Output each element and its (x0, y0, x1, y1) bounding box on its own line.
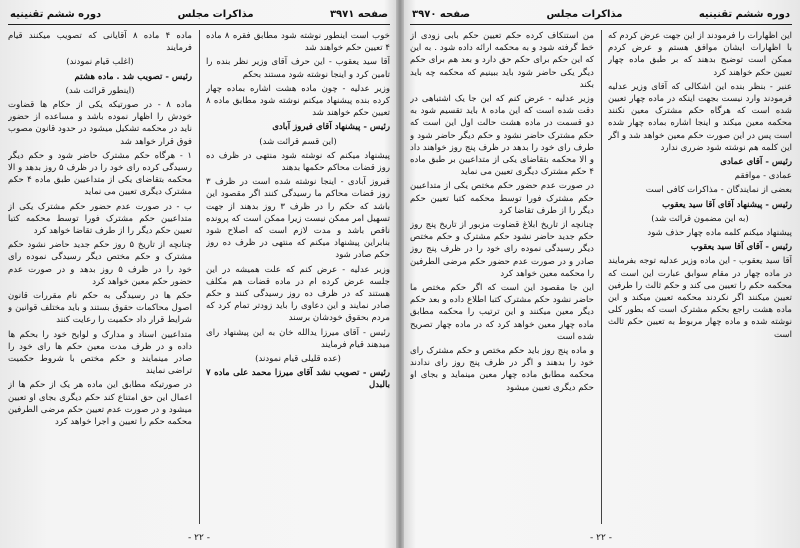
left-page-footer: - ۲۲ - (188, 533, 210, 543)
left-page-header (10, 6, 388, 22)
text-paragraph: من استنکاف کرده حکم تعیین حکم بابی زودی از خط گرفته شود و به محکمه ارائه داده شود . به این که این حکم برای حکم حق دارد و بعد هم برای حکم دیگر یکی حاضر شود باید ببینیم که محکمه چه باید بکند (410, 31, 594, 90)
text-paragraph: ماده ۸ - در صورتیکه یکی از حکام ها قضاوت خودش را اظهار نموده باشد و مساعده از حضور ناید در محکمه تشکیل میشود در حدود قانون مصوب فوق قرار خواهد شد (8, 100, 192, 147)
text-paragraph: چنانچه از تاریخ ابلاغ قضاوت مزبور از تاریخ پنج روز حکم جدید حاضر نشود حکم مشترک و حکم مختص دیگر رسیدگی نموده رای خود را در ظرف پنج روز صادر و در صورت عدم حضور حکم مرضی الطرفین را محکمه معین خواهد کرد (410, 220, 594, 279)
text-paragraph: عمادی - موافقم (734, 171, 792, 182)
text-paragraph: رئیس - آقای عمادی (720, 157, 792, 168)
text-paragraph: رئیس - آقای میرزا یدالله خان به این پیشنهاد رای میدهند قیام فرمایند (206, 327, 390, 350)
left-header-rule (8, 24, 390, 25)
text-paragraph: وزیر عدلیه - عرض کنم که این جا یک اشتباهی در دقت شده است که این ماده ۸ باید تقسیم شود به دو قسمت در ماده هشت حالت اول این است که حکم مشترک حاضر نشود و حکم دیگر حاضر شود و طرف رای خود را بدهد در ظرف پنج روز خواهند داد و الا محکمه بتقاضای یکی از متداعیین بر طبق ماده ۴ حکم مشترک دیگری تعیین می نماید (410, 94, 594, 178)
text-paragraph: (این قسم قرائت شد) (259, 136, 337, 147)
text-paragraph: (عده قلیلی قیام نمودند) (255, 354, 341, 365)
text-paragraph: رئیس - پیشنهاد آقای فیروز آبادی (272, 122, 390, 133)
left-page-session: دوره ششم تقنینیه (10, 8, 102, 20)
text-paragraph: رئیس - آقای آقا سید یعقوب (690, 242, 792, 253)
right-page-header (412, 6, 790, 22)
right-page-title: مذاکرات مجلس (546, 8, 623, 20)
right-page-column-divider (601, 30, 602, 524)
text-paragraph: چنانچه از تاریخ ۵ روز حکم جدید حاضر نشود حکم مشترک و حکم مختص دیگر رسیدگی نموده رای خود را در ظرف ۵ روز بدهد و در صورت عدم حضور حکم معین خواهد کرد (8, 240, 192, 287)
text-paragraph: (اغلب قیام نمودند) (66, 57, 134, 68)
left-page-number: صفحه ۳۹۷۱ (329, 8, 388, 20)
left-page (0, 0, 398, 548)
left-page-title: مذاکرات مجلس (177, 8, 254, 20)
text-paragraph: وزیر عدلیه - عرض کنم که علت همیشه در این جلسه عرض کرده ام در ماده قضات هم مکلف هستند که در ظرف ده روز رسیدگی کنند و حکم صادر نمایند و این دعاوی را باید زودتر تمام کرد که مردم بحقوق خودشان برسند (206, 264, 390, 324)
text-paragraph: متداعیین اسناد و مدارک و لوایح خود را بحکم ها داده و در ظرف مدت معین حکم ها رای خود را صادر مینمایند و حکم مختص با شروط حکمیت تراضی نمایند (8, 329, 192, 377)
right-page-column-right (608, 30, 792, 526)
right-page-footer: - ۲۲ - (590, 533, 612, 543)
right-page (402, 0, 800, 548)
text-paragraph: این اظهارات را فرمودند از این جهت عرض کردم که با اظهارات ایشان موافق هستم و عرض کردم ممکن است توضیح بدهند که بر طبق ماده چهار تعیین حکم خواهند کرد (608, 31, 792, 78)
right-page-number: صفحه ۳۹۷۰ (412, 8, 471, 20)
text-paragraph: رئیس - پیشنهاد آقای آقا سید یعقوب (662, 199, 792, 210)
text-paragraph: عنبر - بنظر بنده این اشکالی که آقای وزیر عدلیه فرمودند وارد نیست بجهت اینکه در ماده چهار تعیین شده است که هرگاه حکم مشترک معین نکنند محکمه معین میکند و اینجا اشاره بماده چهار شده است پس در این صورت حکم معین خواهد شد و اگر این کلمه هم نوشته شود ضرری ندارد (608, 81, 792, 153)
text-paragraph: بعضی از نمایندگان - مذاکرات کافی است (645, 185, 792, 196)
right-page-session: دوره ششم تقنینیه (698, 8, 790, 20)
text-paragraph: ۱ - هرگاه حکم مشترک حاضر شود و حکم دیگر رسیدگی کرده رای خود را در ظرف ۵ روز بدهد و الا محکمه بتقاضای یکی از متداعیین طبق ماده ۴ حکم مشترک دیگری تعیین می نماید (8, 150, 192, 198)
text-paragraph: (به این مضمون قرائت شد) (651, 213, 749, 224)
text-paragraph: این جا مقصود این است که اگر حکم مختص ما حاضر نشود حکم مشترک کتبا اطلاع داده و بعد حکم دیگر معین میکنند و این ترتیب را محکمه مطابق ماده چهار معین خواهد کرد که در ماده چهار تصریح شده است (410, 283, 594, 342)
text-paragraph: (اینطور قرائت شد) (65, 85, 135, 96)
left-page-column-divider (199, 30, 200, 524)
text-paragraph: فیروز آبادی - اینجا نوشته شده است در ظرف ۳ روز قضات محاکم ما رسیدگی کنند اگر مقصود این باشد که حکم را در ظرف ۳ روز بدهند از جهت تسهیل امر ممکن نیست زیرا ممکن است که پرونده ناقص باشد و مدت لازم است که اصلاح شود بنابراین پیشنهاد میکنم که منتهی در ظرف ده روز حکم صادر شود (206, 177, 390, 261)
text-paragraph: و ماده پنج روز باید حکم مختص و حکم مشترک رای خود را بدهند و اگر در ظرف پنج روز رای ندادند محکمه مطابق ماده چهار معین مینماید و بجای او حکم دیگری تعیین میشود (410, 346, 594, 393)
text-paragraph: پیشنهاد میکنم که نوشته شود منتهی در ظرف ده روز قضات محاکم حکمها بدهند (206, 150, 390, 174)
text-paragraph: خوب است اینطور نوشته شود مطابق فقره ۸ ماده ۴ تعیین حکم خواهند شد (206, 31, 390, 54)
text-paragraph: رئیس - تصویب نشد آقای میرزا محمد علی ماده ۷ بالبدل (206, 368, 390, 391)
right-page-column-left (410, 30, 594, 526)
text-paragraph: آقا سید یعقوب - این حرف آقای وزیر نظر بنده را تامین کرد و اینجا نوشته شود مستند بحکم (206, 57, 390, 80)
text-paragraph: در صورت عدم حضور حکم مختص یکی از متداعیین حکم مشترک فورا توسط محکمه کتبا تعیین حکم دیگر را از طرف تقاضا کرد (410, 181, 594, 216)
text-paragraph: حکم ها در رسیدگی به حکم نام مقررات قانون اصول محاکمات حقوق بستند و باید مختلف قوانین و شرایط قرار داد حکمیت را رعایت کنند (8, 291, 192, 326)
text-paragraph: ب - در صورت عدم حضور حکم مشترک یکی از متداعیین حکم مشترک فورا توسط محکمه کتبا تعیین حکم دیگر را از طرف تقاضا خواهد کرد (8, 201, 192, 237)
text-paragraph: آقا سید یعقوب - این ماده وزیر عدلیه توجه بفرمایند در ماده چهار در مقام سوابق عبارت این است که محکمه حکم را تعیین می کند و حکم ثالث را طرفین تعیین میکنند اگر نکردند محکمه تعیین میکند و این ماده هشت راجع بحکم مشترک است که بطور کلی نوشته شده و ماده چهار مربوط به تعیین حکم ثالث است (608, 256, 792, 340)
text-paragraph: ماده ۴ ماده ۸ آقایانی که تصویب میکنند قیام فرمایند (8, 31, 192, 54)
left-page-column-right (206, 30, 390, 526)
text-paragraph: رئیس - تصویب شد . ماده هشتم (74, 71, 192, 82)
left-page-column-left (8, 30, 192, 526)
right-header-rule (410, 24, 792, 25)
text-paragraph: وزیر عدلیه - چون ماده هشت اشاره بماده چهار کرده بنده پیشنهاد میکنم نوشته شود مطابق ماده ۸ تعیین حکم خواهند شد (206, 83, 390, 119)
text-paragraph: در صورتیکه مطابق این ماده هر یک از حکم ها از اعمال این حق امتناع کند حکم دیگری بجای او تعیین میشود و در صورت عدم تعیین حکم مرضی الطرفین محکمه حکم را تعیین و اجرا خواهد کرد (8, 380, 192, 428)
text-paragraph: پیشنهاد میکنم کلمه ماده چهار حذف شود (647, 228, 792, 239)
